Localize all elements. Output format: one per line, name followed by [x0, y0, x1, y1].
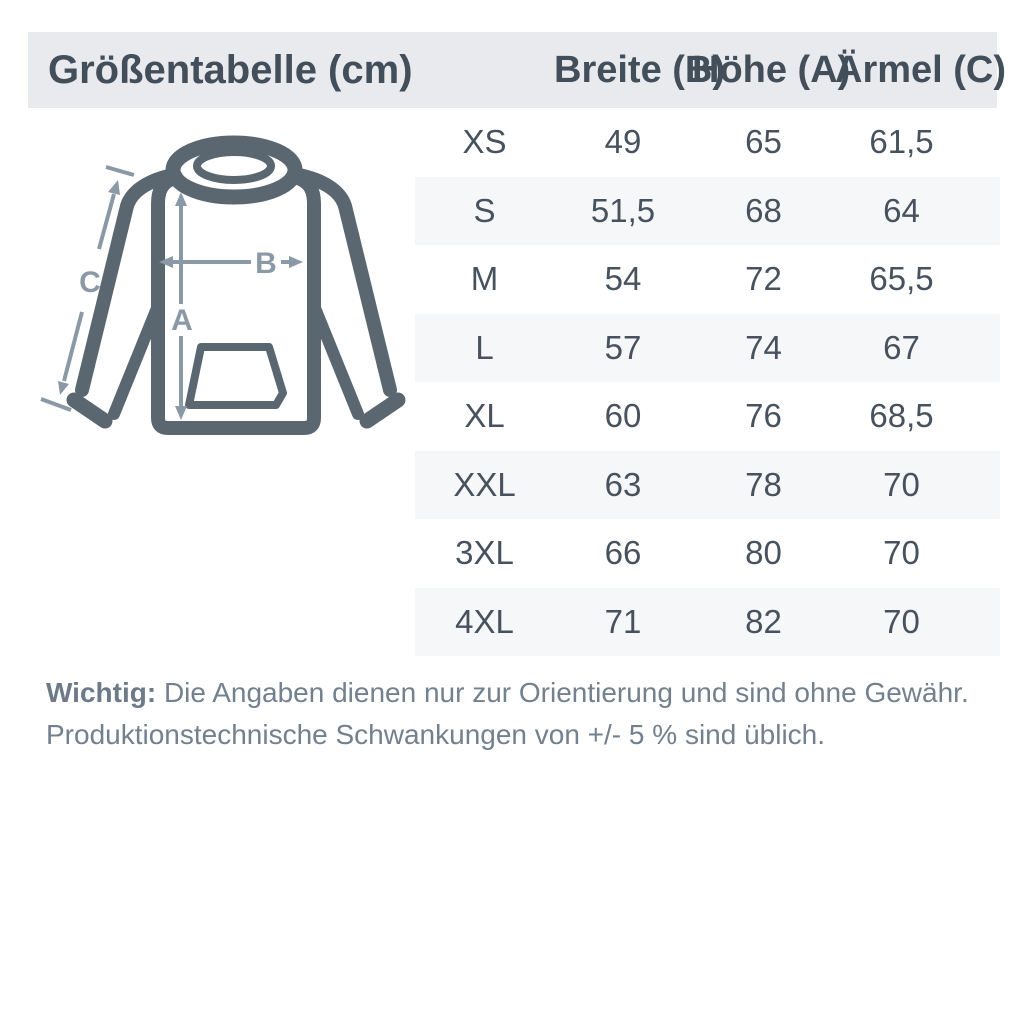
- table-row: [415, 588, 1000, 657]
- cell-aermel: 70: [883, 602, 920, 640]
- cell-aermel: 67: [883, 328, 920, 366]
- cell-aermel: 68,5: [869, 397, 934, 435]
- cell-hoehe: 72: [745, 260, 782, 298]
- table-row: [415, 382, 1000, 451]
- cell-breite: 66: [604, 534, 642, 572]
- cell-size: 4XL: [455, 602, 514, 640]
- cell-hoehe: 80: [745, 534, 782, 572]
- measure-tick-top: [106, 167, 134, 175]
- cell-hoehe: 76: [745, 397, 782, 435]
- table-row: [415, 314, 1000, 383]
- disclaimer-line-1: Wichtig: Die Angaben dienen nur zur Orientierung und sind ohne Gewähr.: [46, 677, 969, 708]
- table-row: [415, 177, 1000, 246]
- table-row: [415, 519, 1000, 588]
- cell-size: XL: [464, 397, 505, 435]
- table-row: [415, 108, 1000, 177]
- cell-aermel: 64: [883, 191, 920, 229]
- column-header-hoehe: Höhe (A): [692, 48, 851, 91]
- measure-tick-bottom: [41, 399, 71, 410]
- cell-hoehe: 65: [745, 123, 782, 161]
- cell-size: 3XL: [455, 534, 514, 572]
- measure-label-b: B: [255, 247, 277, 280]
- cell-aermel: 65,5: [869, 260, 934, 298]
- size-table-rows: [415, 108, 1000, 656]
- cell-aermel: 70: [883, 534, 920, 572]
- cell-hoehe: 68: [745, 191, 782, 229]
- measure-label-a: A: [171, 304, 193, 337]
- cell-size: M: [470, 260, 499, 298]
- cell-breite: 57: [604, 328, 642, 366]
- cell-size: S: [473, 191, 496, 229]
- cell-size: XXL: [453, 465, 516, 503]
- disclaimer-line-2: Produktionstechnische Schwankungen von +/- 5 % sind üblich.: [46, 719, 826, 750]
- disclaimer-label: Wichtig:: [46, 677, 157, 708]
- disclaimer-note: [46, 672, 976, 756]
- pocket-outline: [189, 347, 283, 405]
- column-header-breite: Breite (B): [554, 48, 726, 91]
- size-chart-header-band: [28, 32, 1007, 108]
- hoodie-outline: [74, 143, 398, 428]
- cell-aermel: 70: [883, 465, 920, 503]
- cell-breite: 71: [604, 602, 642, 640]
- cell-aermel: 61,5: [869, 123, 934, 161]
- cell-hoehe: 82: [745, 602, 782, 640]
- hood-inner-ring: [197, 152, 271, 180]
- cell-breite: 63: [604, 465, 642, 503]
- cell-hoehe: 78: [745, 465, 782, 503]
- cell-breite: 60: [604, 397, 642, 435]
- table-row: [415, 245, 1000, 314]
- column-header-aermel: Ärmel (C): [835, 48, 1007, 91]
- measure-label-c: C: [79, 266, 101, 299]
- cell-size: L: [475, 328, 494, 366]
- cell-breite: 51,5: [590, 191, 656, 229]
- cell-breite: 49: [604, 123, 642, 161]
- table-row: [415, 451, 1000, 520]
- cell-size: XS: [462, 123, 507, 161]
- hoodie-measurement-diagram: [30, 120, 430, 460]
- cell-hoehe: 74: [745, 328, 782, 366]
- page-title: Größentabelle (cm): [48, 47, 413, 92]
- table-column-headers: [415, 32, 1007, 108]
- cell-breite: 54: [604, 260, 642, 298]
